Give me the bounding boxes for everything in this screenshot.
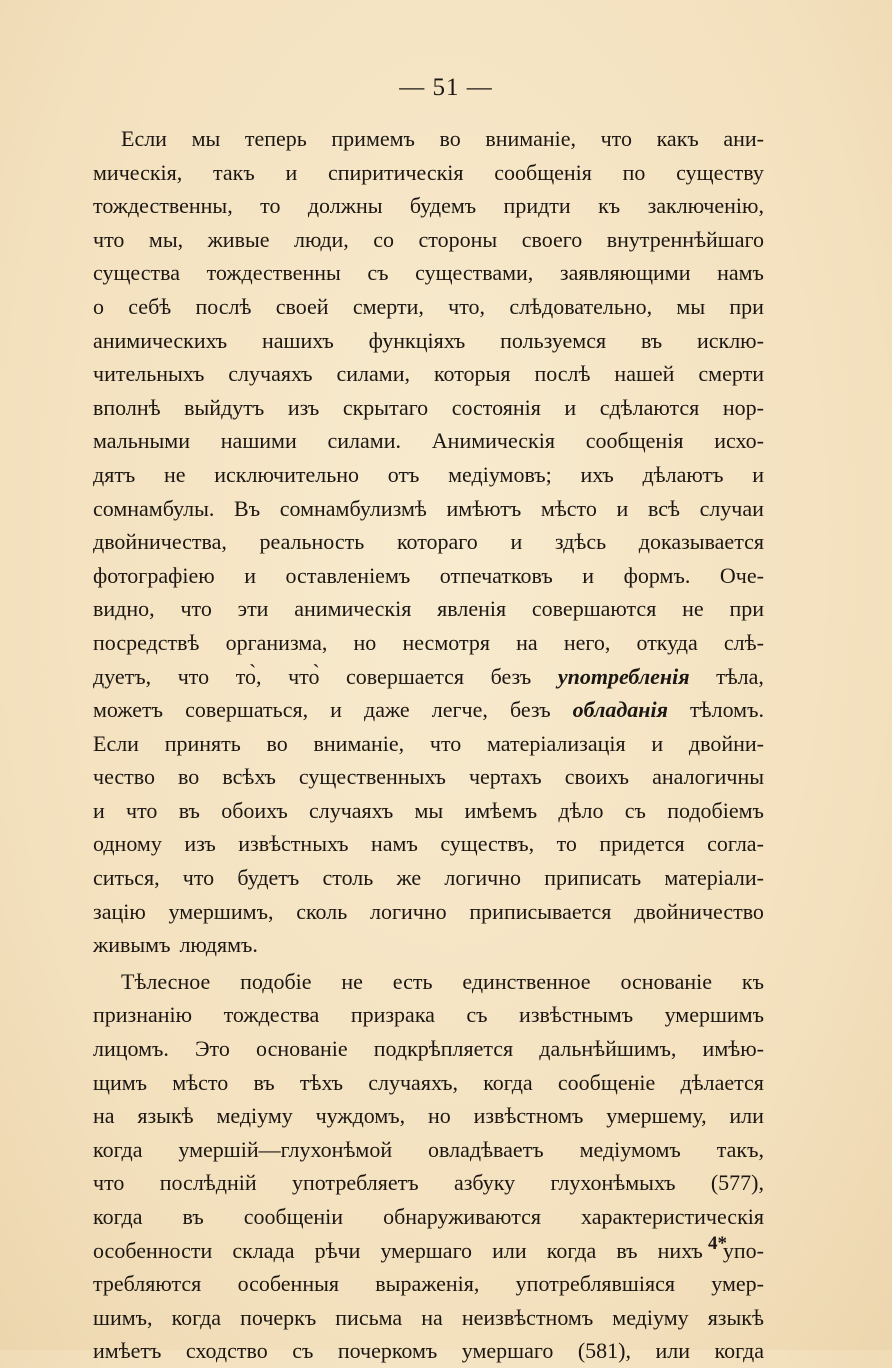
text-line: одному изъ извѣстныхъ намъ существъ, то придется согла-	[93, 831, 764, 857]
text-line: мическія, такъ и спиритическія сообщенія по существу	[93, 159, 764, 185]
text-line: что мы, живые люди, со стороны своего внутреннѣйшаго	[93, 226, 764, 252]
signature-mark: 4*	[708, 1233, 727, 1254]
text-line: признанію тождества призрака съ извѣстнымъ умершимъ	[93, 1002, 764, 1028]
paragraph	[93, 122, 764, 962]
text-line: когда умершій—глухонѣмой овладѣваетъ медіумомъ такъ,	[93, 1136, 764, 1162]
text-line: тождественны, то должны будемъ придти къ заключенію,	[93, 193, 764, 219]
text-line: о себѣ послѣ своей смерти, что, слѣдовательно, мы при	[93, 293, 764, 319]
text-line: мальными нашими силами. Анимическія сообщенія исхо-	[93, 428, 764, 454]
text-line: лицомъ. Это основаніе подкрѣпляется дальнѣйшимъ, имѣю-	[93, 1036, 764, 1062]
text-line: что послѣдній употребляетъ азбуку глухонѣмыхъ (577),	[93, 1170, 764, 1196]
text-line: чество во всѣхъ существенныхъ чертахъ своихъ аналогичны	[93, 764, 764, 790]
text-line: и что въ обоихъ случаяхъ мы имѣемъ дѣло съ подобіемъ	[93, 797, 764, 823]
text-line: двойничества, реальность котораго и здѣсь доказывается	[93, 529, 764, 555]
text-line: анимическихъ нашихъ функціяхъ пользуемся въ исклю-	[93, 327, 764, 353]
paragraph	[93, 965, 764, 1368]
text-line: вполнѣ выйдутъ изъ скрытаго состоянія и сдѣлаются нор-	[93, 394, 764, 420]
text-line: ситься, что будетъ столь же логично приписать матеріали-	[93, 865, 764, 891]
text-line: дятъ не исключительно отъ медіумовъ; ихъ дѣлаютъ и	[93, 461, 764, 487]
text-line: существа тождественны съ существами, заявляющими намъ	[93, 260, 764, 286]
text-line: требляются особенныя выраженія, употреблявшіяся умер-	[93, 1271, 764, 1297]
text-line: чительныхъ случаяхъ силами, которыя послѣ нашей смерти	[93, 361, 764, 387]
text-line: сомнамбулы. Въ сомнамбулизмѣ имѣютъ мѣсто и всѣ случаи	[93, 495, 764, 521]
text-line: когда въ сообщеніи обнаруживаются характеристическія	[93, 1204, 764, 1229]
text-line: Если принять во вниманіе, что матеріализація и двойни-	[93, 730, 764, 756]
text-line: посредствѣ организма, но несмотря на него, откуда слѣ-	[93, 629, 764, 655]
text-line: на языкѣ медіуму чуждомъ, но извѣстномъ умершему, или	[93, 1103, 764, 1129]
text-line: щимъ мѣсто въ тѣхъ случаяхъ, когда сообщеніе дѣлается	[93, 1069, 764, 1095]
text-line: особенности склада рѣчи умершаго или когда въ нихъ упо-	[93, 1237, 764, 1263]
page-number: — 51 —	[399, 74, 493, 101]
text-line: видно, что эти анимическія явленія совершаются не при	[93, 596, 764, 622]
text-line: имѣетъ сходство съ почеркомъ умершаго (581), или когда	[93, 1338, 764, 1364]
text-line: дуетъ, что то̀, что̀ совершается безъ употребленія тѣла,	[93, 663, 764, 689]
text-line: Тѣлесное подобіе не есть единственное основаніе къ	[121, 968, 764, 994]
text-line: зацію умершимъ, сколь логично приписывается двойничество	[93, 898, 764, 924]
text-line: Если мы теперь примемъ во вниманіе, что какъ ани-	[121, 126, 764, 151]
body-text	[93, 122, 764, 1368]
text-line: фотографіею и оставленіемъ отпечатковъ и формъ. Оче-	[93, 562, 764, 588]
text-line: можетъ совершаться, и даже легче, безъ обладанія тѣломъ.	[93, 697, 764, 723]
text-line: живымъ людямъ.	[93, 932, 258, 958]
text-line: шимъ, когда почеркъ письма на неизвѣстномъ медіуму языкѣ	[93, 1304, 764, 1330]
